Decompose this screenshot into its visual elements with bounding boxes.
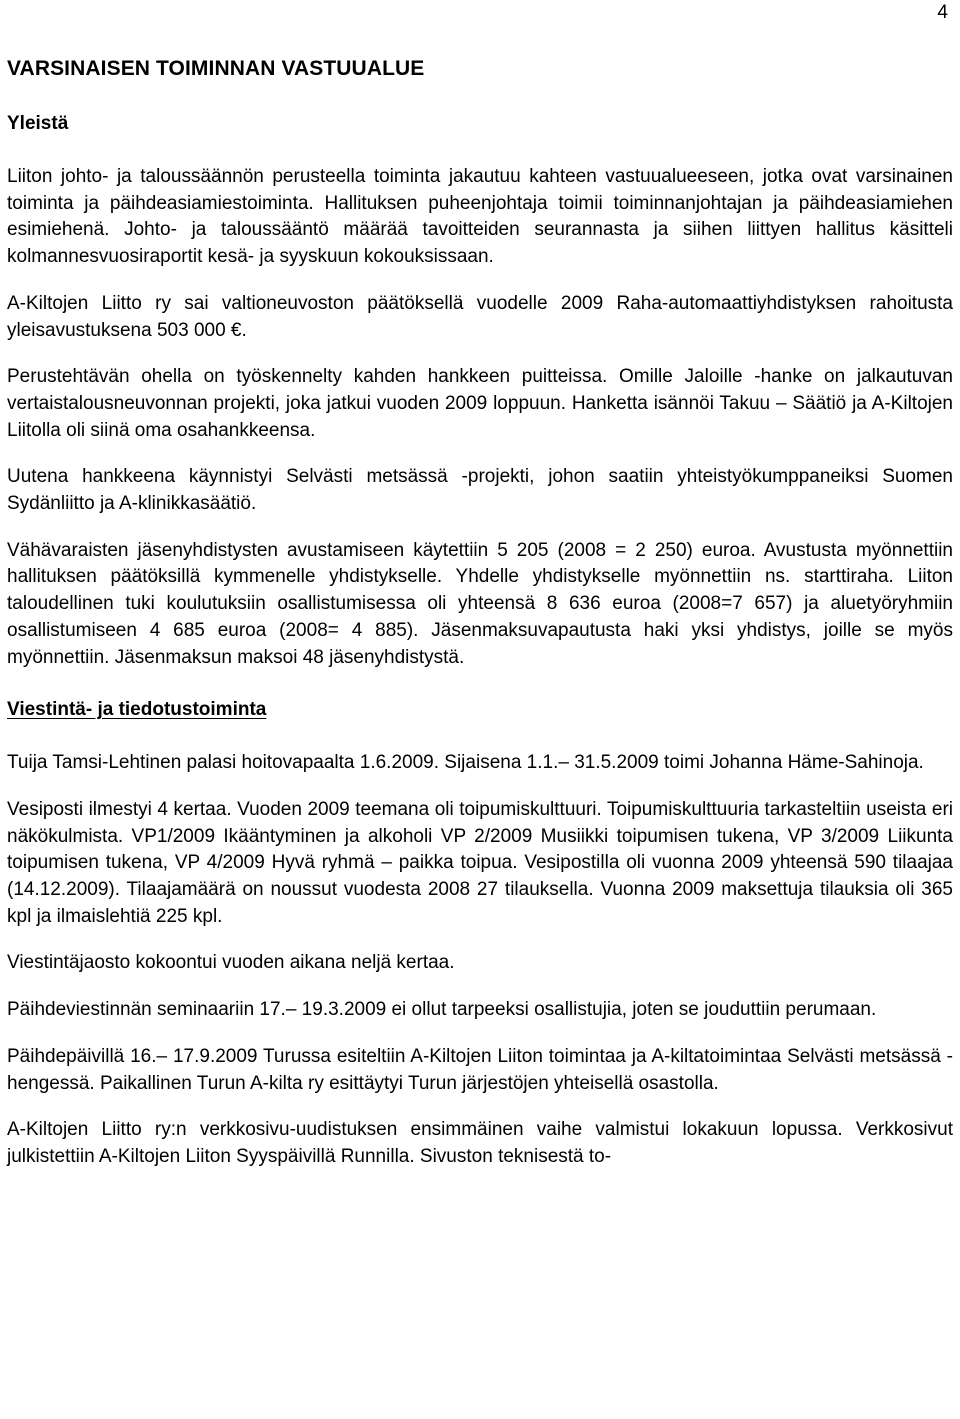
paragraph: Perustehtävän ohella on työskennelty kahden hankkeen puitteissa. Omille Jaloille -hanke on jalkautuvan vertaistalousneuvonnan projekti, joka jatkui vuoden 2009 loppuun. Hanketta isännöi Takuu – Säätiö ja A-Kiltojen Liitolla oli siinä oma osahankkeensa. [7,366,953,441]
paragraph: Viestintäjaosto kokoontui vuoden aikana neljä kertaa. [7,952,455,974]
section-heading: Yleistä [7,113,69,134]
section-yleista [7,111,953,671]
paragraph: Uutena hankkeena käynnistyi Selvästi metsässä -projekti, johon saatiin yhteistyökumppaneiksi Suomen Sydänliitto ja A-klinikkasäätiö. [7,466,953,515]
paragraph: Liiton johto- ja taloussäännön perusteella toiminta jakautuu kahteen vastuualueeseen, jotka ovat varsinainen toiminta ja päihdeasiamiestoiminta. Hallituksen puheenjohtaja toimii toiminnanjohtajan ja päihdeasiamiehen esimiehenä. Johto- ja taloussääntö määrää tavoitteiden seurannasta ja siihen liittyen hallitus käsitteli kolmannesvuosiraportit kesä- ja syyskuun kokouksissaan. [7,166,953,268]
paragraph: Päihdepäivillä 16.– 17.9.2009 Turussa esiteltiin A-Kiltojen Liiton toimintaa ja A-kiltatoimintaa Selvästi metsässä -hengessä. Paikallinen Turun A-kilta ry esittäytyi Turun järjestöjen yhteisellä osastolla. [7,1045,953,1094]
document-content [7,56,953,1171]
paragraph: Tuija Tamsi-Lehtinen palasi hoitovapaalta 1.6.2009. Sijaisena 1.1.– 31.5.2009 toimi Johanna Häme-Sahinoja. [7,752,924,774]
paragraph: Vesiposti ilmestyi 4 kertaa. Vuoden 2009 teemana oli toipumiskulttuuri. Toipumiskulttuuria tarkasteltiin useista eri näkökulmista. VP1/2009 Ikääntyminen ja alkoholi VP 2/2009 Musiikki toipumisen tukena, VP 3/2009 Liikunta toipumisen tukena, VP 4/2009 Hyvä ryhmä – paikka toipua. Vesipostilla oli vuonna 2009 yhteensä 590 tilaajaa (14.12.2009). Tilaajamäärä on noussut vuodesta 2008 27 tilauksella. Vuonna 2009 maksettuja tilauksia oli 365 kpl ja ilmaislehtiä 225 kpl. [7,798,953,927]
paragraph: A-Kiltojen Liitto ry:n verkkosivu-uudistuksen ensimmäinen vaihe valmistui lokakuun lopussa. Verkkosivut julkistettiin A-Kiltojen Liiton Syyspäivillä Runnilla. Sivuston teknisestä to- [7,1119,953,1167]
section-viestinta [7,697,953,1170]
paragraph: Vähävaraisten jäsenyhdistysten avustamiseen käytettiin 5 205 (2008 = 2 250) euroa. Avustusta myönnettiin hallituksen päätöksillä kymmenelle yhdistykselle. Yhdelle yhdistykselle myönnettiin ns. starttiraha. Liiton taloudellinen tuki koulutuksiin osallistumisessa oli yhteensä 8 636 euroa (2008=7 657) ja aluetyöryhmiin osallistumiseen 4 685 euroa (2008= 4 885). Jäsenmaksuvapautusta haki yksi yhdistys, joille se myös myönnettiin. Jäsenmaksun maksoi 48 jäsenyhdistystä. [7,539,953,668]
page-number: 4 [937,2,948,23]
document-title: VARSINAISEN TOIMINNAN VASTUUALUE [7,57,425,80]
paragraph: Päihdeviestinnän seminaariin 17.– 19.3.2009 ei ollut tarpeeksi osallistujia, joten se jouduttiin perumaan. [7,999,877,1021]
paragraph: A-Kiltojen Liitto ry sai valtioneuvoston päätöksellä vuodelle 2009 Raha-automaattiyhdistyksen rahoitusta yleisavustuksena 503 000 €. [7,292,953,341]
section-heading: Viestintä- ja tiedotustoiminta [7,699,267,721]
